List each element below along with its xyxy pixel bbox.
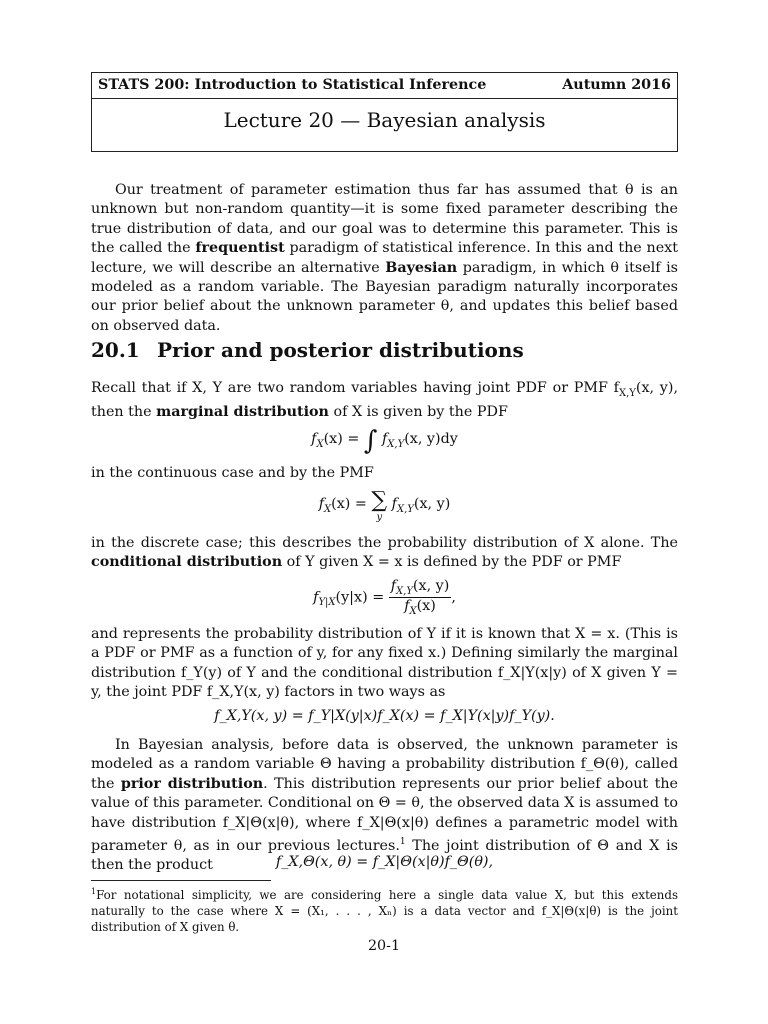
eq3-lhs-sub: Y|X (318, 597, 336, 609)
fraction-denominator (389, 598, 452, 617)
fraction (389, 578, 452, 617)
summation-block (371, 490, 387, 523)
term-prior-distribution: prior distribution (120, 775, 264, 792)
eq3-num-sub: X,Y (396, 585, 413, 597)
lecture-title: Lecture 20 — Bayesian analysis (223, 108, 546, 132)
eq3-den-arg: (x) (416, 597, 436, 614)
conditional-text-1: in the discrete case; this describes the probability distribution of X alone. The (91, 535, 678, 551)
summation-index: y (376, 512, 383, 523)
term-label: Autumn 2016 (562, 77, 671, 93)
footnote-number: 1 (91, 887, 97, 896)
bayesian-text-2: . This distribution represents our prior belief about the value of this parameter. Conditional on Θ = θ, the observed data X is assumed to have distribution f_X|Θ(x|θ), where f_X|Θ(x|θ) defines a parametric model with parameter θ, as in our previous lectures. (91, 775, 678, 854)
marginal-text-2: (x, y), then the (91, 380, 678, 421)
summation-symbol: ∑ (371, 488, 388, 513)
intro-text-1: Our treatment of parameter estimation thus far has assumed that θ is an unknown but non-random quantity—it is some fixed parameter describing the true distribution of data, and our goal was to determine this parameter. This is the called the (91, 182, 678, 257)
fraction-numerator (389, 578, 452, 598)
marginal-text-3: of X is given by the PDF (328, 404, 508, 421)
footnote-text: For notational simplicity, we are considering here a single data value X, but this extends naturally to the case where X = (X₁, . . . , Xₙ) is a data vector and f_X|Θ(x|θ) is the joint distribution of X given θ. (91, 887, 678, 934)
equation-factorization: f_X,Y(x, y) = f_Y|X(y|x)f_X(x) = f_X|Y(x|y)f_Y(y). (214, 708, 555, 724)
section-title: Prior and posterior distributions (157, 338, 524, 362)
intro-text-2: paradigm of statistical inference. In this and the next lecture, we will describe an alternative (91, 240, 678, 276)
equation-marginal-pdf (91, 426, 678, 456)
equation-joint: f_X,Θ(x, θ) = f_X|Θ(x|θ)f_Θ(θ), (275, 854, 494, 870)
eq2-lhs-sub: X (324, 503, 332, 515)
intro-text-3: paradigm, in which θ itself is modeled as a random variable. The Bayesian paradigm naturally incorporates our prior belief about the unknown parameter θ, and updates this belief based on observed data. (91, 259, 678, 334)
conditional-text-2: of Y given X = x is defined by the PDF or PMF (282, 554, 622, 571)
footnote-rule (91, 880, 271, 881)
term-conditional-distribution: conditional distribution (91, 554, 283, 571)
section-number: 20.1 (91, 338, 140, 362)
eq3-tail: , (451, 589, 456, 606)
eq1-rhs-arg: (x, y)dy (404, 431, 458, 447)
eq3-lhs: f (313, 589, 319, 606)
term-bayesian: Bayesian (385, 259, 458, 276)
page-number: 20-1 (367, 938, 401, 954)
equation-marginal-pmf (91, 490, 678, 523)
eq1-lhs-sub: X (316, 438, 324, 450)
conditional-paragraph (91, 534, 678, 573)
marginal-text-1: Recall that if X, Y are two random variables having joint PDF or PMF f (91, 380, 619, 396)
eq3-num-arg: (x, y) (412, 578, 450, 594)
eq3-den: f (404, 597, 410, 614)
eq1-lhs: f (311, 431, 317, 447)
eq2-lhs: f (318, 496, 324, 512)
course-name: STATS 200: Introduction to Statistical Inference (98, 77, 487, 93)
term-frequentist: frequentist (195, 240, 285, 257)
eq3-num: f (390, 578, 397, 594)
eq2-rhs-arg: (x, y) (413, 496, 451, 512)
section-heading (91, 338, 524, 362)
eq2-rhs-sub: X,Y (396, 503, 414, 515)
eq3-den-sub: X (409, 605, 417, 617)
eq3-lhs-arg: (y|x) = (335, 589, 389, 606)
eq1-rhs-sub: X,Y (387, 438, 405, 450)
lecture-header-box (91, 72, 678, 152)
eq1-lhs-arg: (x) = (323, 431, 364, 447)
header-divider (92, 98, 677, 99)
eq2-rhs: f (387, 496, 397, 512)
footnote-marker: 1 (399, 837, 406, 848)
bayesian-text-1: In Bayesian analysis, before data is observed, the unknown parameter is modeled as a random variable Θ having a probability distribution f_Θ(θ), called the (91, 737, 678, 792)
marginal-paragraph (91, 379, 678, 423)
bayesian-text-3: The joint distribution of Θ and X is then the product (91, 837, 678, 874)
factorization-paragraph: and represents the probability distribution of Y if it is known that X = x. (This is a PDF or PMF as a function of y, for any fixed x.) Defining similarly the marginal distribution f_Y(y) of Y and the conditional distribution f_X|Y(x|y) of X given Y = y, the joint PDF f_X,Y(x, y) factors in two ways as (91, 626, 678, 701)
equation-conditional (91, 578, 678, 617)
marginal-sub: X,Y (618, 387, 636, 399)
integral-symbol: ∫ (363, 426, 378, 456)
eq1-rhs: f (377, 431, 388, 447)
continuous-case-text: in the continuous case and by the PMF (91, 465, 374, 481)
eq2-lhs-arg: (x) = (331, 496, 372, 512)
footnote (91, 884, 678, 935)
intro-paragraph (91, 181, 678, 336)
term-marginal-distribution: marginal distribution (156, 404, 329, 421)
